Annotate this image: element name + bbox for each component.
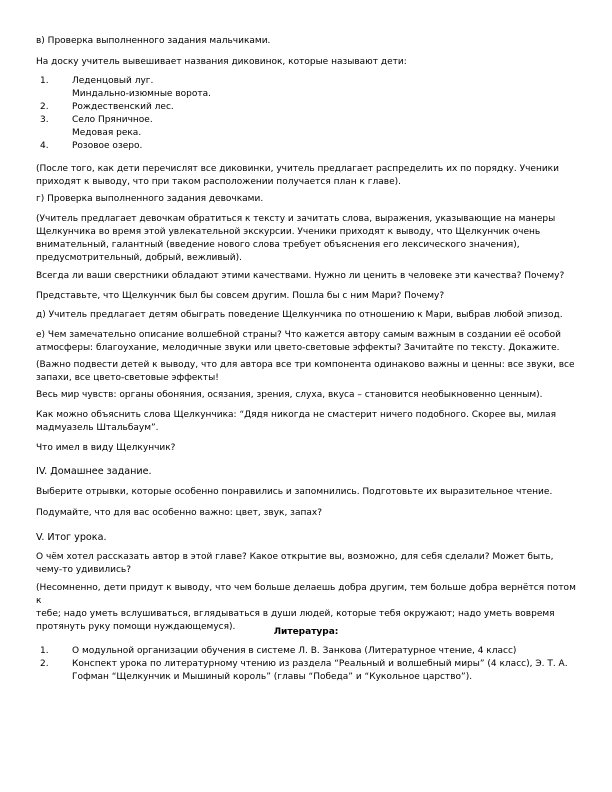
list-line: Конспект урока по литературному чтению из раздела “Реальный и волшебный миры” (4 класс), Э. Т. А. xyxy=(72,659,568,669)
paragraph-girls-check: г) Проверка выполненного задания девочками. xyxy=(36,194,264,204)
paragraph-quote-question: Как можно объяснить слова Щелкунчика: “Дядя никогда не смастерит ничего подобного. Скорее вы, милая мадмуазель Штальбаум”. xyxy=(36,410,557,433)
section-heading-homework: IV. Домашнее задание. xyxy=(36,466,152,477)
list-line: Село Пряничное. xyxy=(72,115,153,125)
paragraph-board-intro: На доску учитель вывешивает названия диковинок, которые называют дети: xyxy=(36,57,407,67)
paragraph-description-question: е) Чем замечательно описание волшебной страны? Что кажется автору самым важным в создании её особой атмосферы: благоухание, мелодичные звуки или цвето-световые эффекты? Зачитайте по тексту. Докажите. xyxy=(36,330,561,353)
paragraph-summary-question: О чём хотел рассказать автор в этой главе? Какое открытие вы, возможно, для себя сделали? Может быть, чему-то удивились? xyxy=(36,552,554,575)
list-number: 4. xyxy=(40,141,49,151)
list-line: Розовое озеро. xyxy=(72,141,143,151)
list-line: Рождественский лес. xyxy=(72,102,174,112)
literature-heading: Литература: xyxy=(273,627,339,637)
list-number: 2. xyxy=(40,659,49,669)
list-line: О модульной организации обучения в системе Л. В. Занкова (Литературное чтение, 4 класс) xyxy=(72,646,517,656)
list-line: Медовая река. xyxy=(72,128,142,138)
list-line: Леденцовый луг. xyxy=(72,76,154,86)
paragraph-roleplay: д) Учитель предлагает детям обыграть поведение Щелкунчика по отношению к Мари, выбрав любой эпизод. xyxy=(36,310,563,320)
paragraph-girls-task: (Учитель предлагает девочкам обратиться к тексту и зачитать слова, выражения, указывающие на манеры Щелкунчика во время этой увлекательной экскурсии. Ученики приходят к выводу, что Щелкунчик очень внимательный, галантный (введение нового слова требует объяснения его лексического значения), предусмотрительный, добрый, вежливый). xyxy=(36,214,556,263)
paragraph-boys-check: в) Проверка выполненного задания мальчиками. xyxy=(36,36,271,46)
list-number: 2. xyxy=(40,102,49,112)
list-number: 3. xyxy=(40,115,49,125)
paragraph-question-peers: Всегда ли ваши сверстники обладают этими качествами. Нужно ли ценить в человеке эти качества? Почему? xyxy=(36,271,565,281)
list-number: 1. xyxy=(40,646,49,656)
paragraph-plan-note: (После того, как дети перечислят все диковинки, учитель предлагает распределить их по порядку. Ученики приходят к выводу, что при таком расположении получается план к главе). xyxy=(36,164,559,187)
list-number: 1. xyxy=(40,76,49,86)
paragraph-conclusion-note: (Важно подвести детей к выводу, что для автора все три компонента одинаково важны и ценны: все звуки, все запахи, все цвето-световые эффекты! xyxy=(36,360,575,383)
paragraph-summary-conclusion: (Несомненно, дети придут к выводу, что чем больше делаешь добра другим, тем больше добра вернётся потом к тебе; надо уметь вслушиваться, вглядываться в души людей, которые тебя окружают; надо уметь вовремя протянуть руку помощи нуждающемуся). xyxy=(36,583,576,632)
paragraph-homework-think: Подумайте, что для вас особенно важно: цвет, звук, запах? xyxy=(36,508,322,518)
paragraph-senses: Весь мир чувств: органы обоняния, осязания, зрения, слуха, вкуса – становится необыкновенно ценным). xyxy=(36,390,543,400)
paragraph-homework-task: Выберите отрывки, которые особенно понравились и запомнились. Подготовьте их выразительное чтение. xyxy=(36,487,553,497)
paragraph-meaning-question: Что имел в виду Щелкунчик? xyxy=(36,443,176,453)
paragraph-question-mari: Представьте, что Щелкунчик был бы совсем другим. Пошла бы с ним Мари? Почему? xyxy=(36,291,445,301)
list-line: Миндально-изюмные ворота. xyxy=(72,89,211,99)
section-heading-summary: V. Итог урока. xyxy=(36,532,107,543)
list-line: Гофман “Щелкунчик и Мышиный король” (главы “Победа” и “Кукольное царство”). xyxy=(72,672,473,682)
